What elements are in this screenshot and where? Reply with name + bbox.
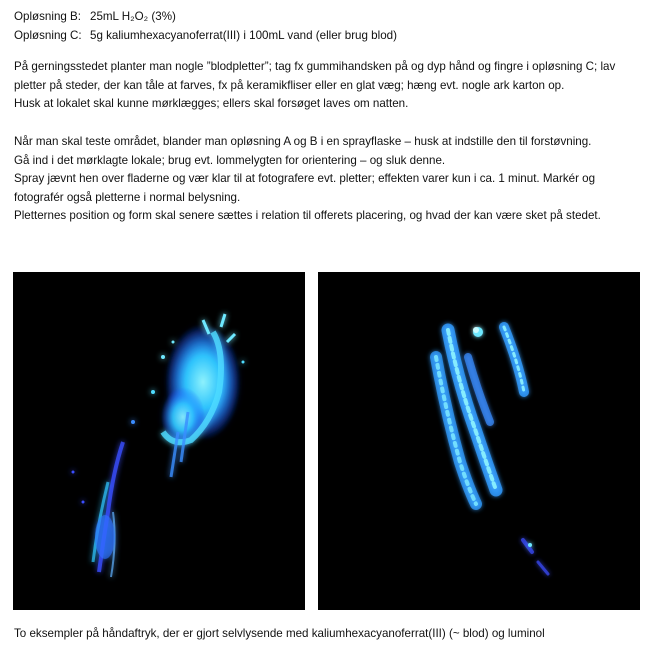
procedure-paragraph — [14, 133, 644, 226]
paragraph-line: Husk at lokalet skal kunne mørklægges; ellers skal forsøget laves om natten. — [14, 97, 409, 111]
figure-caption: To eksempler på håndaftryk, der er gjort selvlysende med kaliumhexacyanoferrat(III) (~ blod) og luminol — [14, 627, 545, 640]
solution-c-line — [14, 29, 397, 43]
solution-b-label: Opløsning B: — [14, 10, 82, 23]
solution-c-label: Opløsning C: — [14, 29, 82, 42]
preparation-paragraph — [14, 58, 644, 114]
solution-c-text: 5g kaliumhexacyanoferrat(III) i 100mL vand (eller brug blod) — [90, 29, 397, 42]
handprint-photo-left — [13, 272, 305, 610]
solution-b-line — [14, 10, 176, 24]
solution-b-text: 25mL H₂O₂ (3%) — [90, 10, 176, 23]
paragraph-line: pletter på steder, der kan tåle at farves, fx på keramikfliser eller en glat væg; hæng evt. nogle ark karton op. — [14, 78, 565, 92]
paragraph-line: Pletternes position og form skal senere sættes i relation til offerets placering, og hvad der kan være sket på stedet. — [14, 209, 601, 223]
handprint-photo-right — [318, 272, 640, 610]
paragraph-line: fotografér også pletterne i normal belysning. — [14, 190, 241, 204]
paragraph-line: Spray jævnt hen over fladerne og vær klar til at fotografere evt. pletter; effekten varer kun i ca. 1 minut. Markér og — [14, 172, 596, 186]
paragraph-line: Gå ind i det mørklagte lokale; brug evt. lommelygten for orientering – og sluk denne. — [14, 153, 446, 167]
paragraph-line: På gerningsstedet planter man nogle ”blodpletter”; tag fx gummihandsken på og dyp hånd og fingre i opløsning C; lav — [14, 60, 616, 73]
paragraph-line: Når man skal teste området, blander man opløsning A og B i en sprayflaske – husk at indstille den til forstøvning. — [14, 135, 592, 148]
